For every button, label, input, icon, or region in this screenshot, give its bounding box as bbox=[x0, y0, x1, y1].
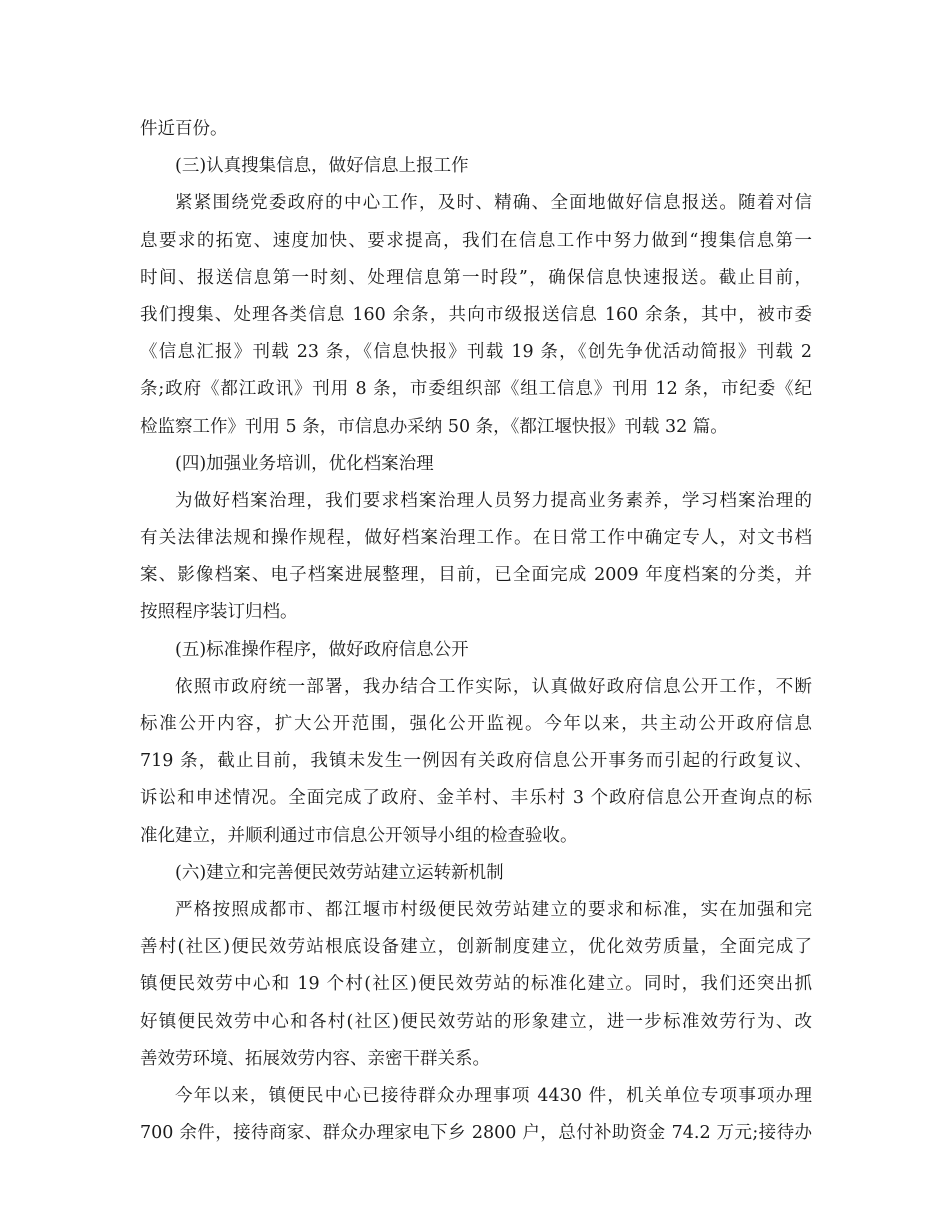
paragraph-line: 今年以来，镇便民中心已接待群众办理事项 4430 件，机关单位专项事项办理 bbox=[175, 1085, 812, 1106]
section-heading: (四)加强业务培训，优化档案治理 bbox=[175, 453, 434, 474]
section-heading: (三)认真搜集信息，做好信息上报工作 bbox=[175, 156, 469, 177]
paragraph-line: 诉讼和申述情况。全面完成了政府、金羊村、丰乐村 3 个政府信息公开查询点的标 bbox=[140, 788, 812, 809]
paragraph-line: 按照程序装订归档。 bbox=[140, 602, 298, 623]
paragraph-line: 条;政府《都江政讯》刊用 8 条，市委组织部《组工信息》刊用 12 条，市纪委《纪 bbox=[140, 379, 812, 400]
document-body bbox=[140, 111, 812, 1152]
paragraph-line: 镇便民效劳中心和 19 个村(社区)便民效劳站的标准化建立。同时，我们还突出抓 bbox=[140, 974, 812, 995]
paragraph-line: 紧紧围绕党委政府的中心工作，及时、精确、全面地做好信息报送。随着对信 bbox=[175, 193, 812, 214]
paragraph-line: 为做好档案治理，我们要求档案治理人员努力提高业务素养，学习档案治理的 bbox=[175, 490, 812, 511]
paragraph-line: 时间、报送信息第一时刻、处理信息第一时段”，确保信息快速报送。截止目前， bbox=[140, 267, 812, 288]
paragraph-line: 案、影像档案、电子档案进展整理，目前，已全面完成 2009 年度档案的分类，并 bbox=[140, 565, 812, 586]
paragraph-line: 好镇便民效劳中心和各村(社区)便民效劳站的形象建立，进一步标准效劳行为、改 bbox=[140, 1011, 812, 1032]
paragraph-line: 件近百份。 bbox=[140, 119, 228, 139]
paragraph-line: 依照市政府统一部署，我办结合工作实际，认真做好政府信息公开工作，不断 bbox=[175, 676, 812, 697]
paragraph-line: 719 条，截止目前，我镇未发生一例因有关政府信息公开事务而引起的行政复议、 bbox=[140, 751, 812, 772]
paragraph-line: 息要求的拓宽、速度加快、要求提高，我们在信息工作中努力做到“搜集信息第一 bbox=[140, 230, 812, 251]
paragraph-line: 有关法律法规和操作规程，做好档案治理工作。在日常工作中确定专人，对文书档 bbox=[140, 528, 812, 549]
paragraph-line: 善村(社区)便民效劳站根底设备建立，创新制度建立，优化效劳质量，全面完成了 bbox=[140, 937, 812, 958]
paragraph-line: 准化建立，并顺利通过市信息公开领导小组的检查验收。 bbox=[140, 825, 578, 846]
section-heading: (五)标准操作程序，做好政府信息公开 bbox=[175, 639, 469, 660]
paragraph-line: 标准公开内容，扩大公开范围，强化公开监视。今年以来，共主动公开政府信息 bbox=[140, 714, 812, 734]
paragraph-line: 我们搜集、处理各类信息 160 余条，共向市级报送信息 160 余条，其中，被市委 bbox=[140, 304, 812, 325]
paragraph-line: 700 余件，接待商家、群众办理家电下乡 2800 户，总付补助资金 74.2 万元;接待办 bbox=[140, 1123, 812, 1144]
paragraph-line: 善效劳环境、拓展效劳内容、亲密干群关系。 bbox=[140, 1048, 490, 1069]
paragraph-line: 检监察工作》刊用 5 条，市信息办采纳 50 条，《都江堰快报》刊载 32 篇。 bbox=[140, 416, 728, 437]
paragraph-line: 《信息汇报》刊载 23 条，《信息快报》刊载 19 条，《创先争优活动简报》刊载 2 bbox=[140, 342, 812, 363]
section-heading: (六)建立和完善便民效劳站建立运转新机制 bbox=[175, 862, 504, 883]
paragraph-line: 严格按照成都市、都江堰市村级便民效劳站建立的要求和标准，实在加强和完 bbox=[175, 899, 812, 920]
